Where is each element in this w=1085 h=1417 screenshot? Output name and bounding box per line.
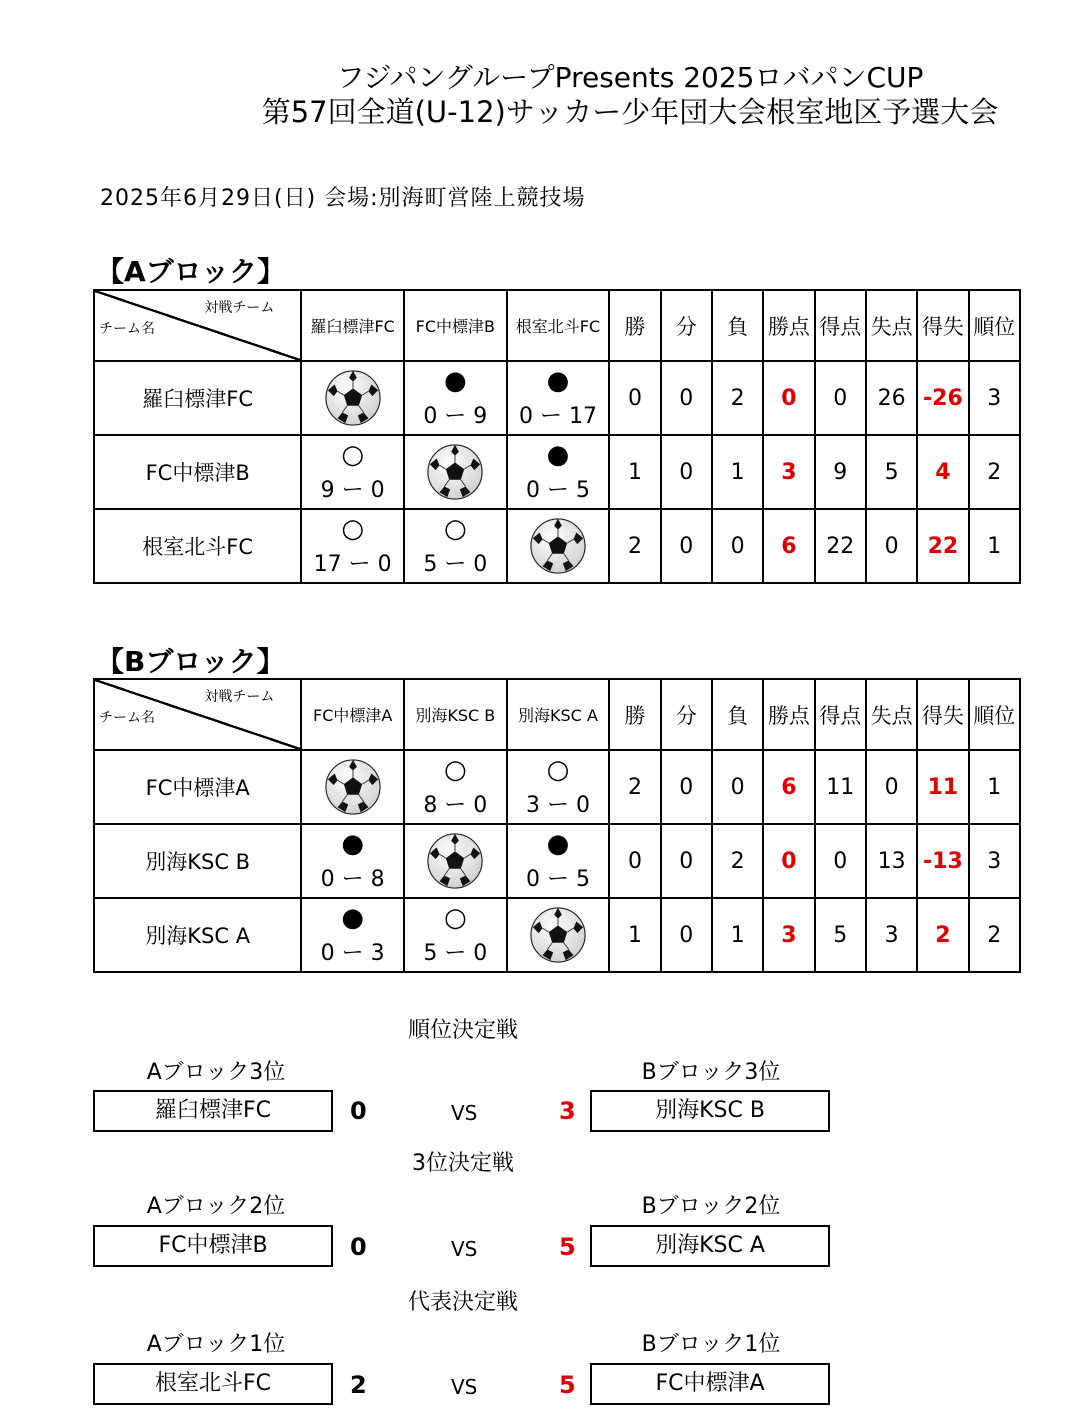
stat-column-header: 順位 (969, 679, 1020, 750)
stat-cell: 5 (815, 898, 866, 972)
right-team-box: 別海KSC A (590, 1225, 830, 1267)
table-row (94, 824, 1020, 898)
loss-mark-icon: ● (546, 440, 570, 470)
right-seed: Bブロック1位 (641, 1332, 781, 1357)
self-match-cell (507, 509, 610, 583)
match-title: 代表決定戦 (407, 1290, 518, 1315)
table-header-row (94, 679, 1020, 750)
stat-cell: 0 (712, 750, 763, 824)
stat-column-header: 勝点 (763, 290, 814, 361)
stat-cell: 0 (661, 361, 712, 435)
match-score: 0 ー 8 (320, 867, 385, 892)
opponent-column-header: 別海KSC B (404, 679, 507, 750)
stat-cell: 6 (763, 509, 814, 583)
match-score: 0 ー 17 (518, 404, 597, 429)
loss-mark-icon: ● (443, 366, 467, 396)
stat-column-header: 得点 (815, 290, 866, 361)
match-score: 5 ー 0 (423, 941, 488, 966)
date-venue: 2025年6月29日(日) 会場:別海町営陸上競技場 (100, 186, 586, 211)
match-score: 0 ー 3 (320, 941, 385, 966)
team-name-cell: 別海KSC B (94, 824, 301, 898)
match-score: 3 ー 0 (525, 793, 590, 818)
stat-cell: 11 (917, 750, 968, 824)
stat-column-header: 勝点 (763, 679, 814, 750)
stat-cell: 2 (917, 898, 968, 972)
team-name-label: チーム名 (99, 710, 155, 726)
soccer-ball-icon (324, 369, 382, 427)
stat-cell: 22 (815, 509, 866, 583)
match-result-cell (301, 824, 404, 898)
left-score: 2 (350, 1371, 367, 1399)
title-line-2: 第57回全道(U-12)サッカー少年団大会根室地区予選大会 (261, 95, 999, 129)
match-score: 0 ー 5 (525, 478, 590, 503)
stat-column-header: 失点 (866, 290, 917, 361)
team-name-label: チーム名 (99, 321, 155, 337)
stat-cell: 2 (712, 361, 763, 435)
win-mark-icon: ○ (546, 755, 570, 785)
stat-cell: 26 (866, 361, 917, 435)
match-score: 9 ー 0 (320, 478, 385, 503)
stat-cell: 4 (917, 435, 968, 509)
left-team-box: FC中標津B (93, 1225, 333, 1267)
table-row (94, 898, 1020, 972)
stat-cell: 1 (969, 509, 1020, 583)
match-result-cell (507, 824, 610, 898)
win-mark-icon: ○ (341, 514, 364, 544)
right-score: 3 (559, 1097, 576, 1125)
right-score: 5 (559, 1233, 576, 1261)
stat-cell: 1 (609, 435, 660, 509)
stat-cell: 0 (609, 361, 660, 435)
loss-mark-icon: ● (341, 903, 364, 933)
stat-cell: 0 (661, 824, 712, 898)
stat-cell: 0 (763, 824, 814, 898)
self-match-cell (507, 898, 610, 972)
stat-column-header: 勝 (609, 290, 660, 361)
stat-cell: 2 (609, 750, 660, 824)
corner-header (94, 290, 301, 361)
stat-cell: 1 (609, 898, 660, 972)
match-result-cell (404, 509, 507, 583)
self-match-cell (404, 824, 507, 898)
soccer-ball-icon (529, 906, 587, 964)
stat-column-header: 負 (712, 290, 763, 361)
opponent-column-header: 別海KSC A (507, 679, 610, 750)
opponent-column-header: FC中標津B (404, 290, 507, 361)
match-score: 0 ー 5 (525, 867, 590, 892)
stat-column-header: 分 (661, 679, 712, 750)
block-b-title: 【Bブロック】 (96, 645, 285, 678)
stat-cell: 0 (661, 898, 712, 972)
stat-column-header: 得点 (815, 679, 866, 750)
stat-cell: 3 (763, 435, 814, 509)
win-mark-icon: ○ (443, 514, 467, 544)
corner-header (94, 679, 301, 750)
right-seed: Bブロック2位 (641, 1194, 781, 1219)
right-seed: Bブロック3位 (641, 1060, 781, 1085)
loss-mark-icon: ● (341, 829, 364, 859)
stat-cell: 0 (609, 824, 660, 898)
stat-cell: 2 (609, 509, 660, 583)
stat-cell: 3 (969, 361, 1020, 435)
stat-column-header: 勝 (609, 679, 660, 750)
table-row (94, 509, 1020, 583)
match-result-cell (507, 435, 610, 509)
match-score: 8 ー 0 (423, 793, 488, 818)
opponent-column-header: 羅臼標津FC (301, 290, 404, 361)
match-result-cell (404, 898, 507, 972)
soccer-ball-icon (529, 517, 587, 575)
stat-cell: 0 (815, 824, 866, 898)
team-name-cell: 羅臼標津FC (94, 361, 301, 435)
win-mark-icon: ○ (443, 903, 467, 933)
win-mark-icon: ○ (443, 755, 467, 785)
left-seed: Aブロック2位 (146, 1194, 286, 1219)
stat-cell: 2 (969, 435, 1020, 509)
stat-cell: 1 (712, 435, 763, 509)
stat-cell: 0 (815, 361, 866, 435)
stat-column-header: 順位 (969, 290, 1020, 361)
stat-cell: 22 (917, 509, 968, 583)
stat-cell: 0 (661, 435, 712, 509)
stat-cell: 0 (712, 509, 763, 583)
table-row (94, 361, 1020, 435)
table-row (94, 435, 1020, 509)
vs-label: VS (451, 1101, 478, 1125)
block-b-table (93, 678, 1021, 973)
team-name-cell: 別海KSC A (94, 898, 301, 972)
stat-column-header: 得失 (917, 290, 968, 361)
left-team-box: 根室北斗FC (93, 1363, 333, 1405)
stat-column-header: 得失 (917, 679, 968, 750)
match-result-cell (507, 361, 610, 435)
left-team-box: 羅臼標津FC (93, 1090, 333, 1132)
stat-cell: 3 (969, 824, 1020, 898)
match-title: 順位決定戦 (407, 1018, 518, 1043)
stat-cell: 2 (969, 898, 1020, 972)
stat-cell: 13 (866, 824, 917, 898)
stat-cell: 1 (712, 898, 763, 972)
match-result-cell (301, 435, 404, 509)
self-match-cell (301, 361, 404, 435)
win-mark-icon: ○ (341, 440, 364, 470)
stat-cell: 2 (712, 824, 763, 898)
stat-cell: 0 (866, 509, 917, 583)
loss-mark-icon: ● (546, 366, 570, 396)
stat-cell: 3 (763, 898, 814, 972)
stat-cell: 9 (815, 435, 866, 509)
right-score: 5 (559, 1371, 576, 1399)
left-seed: Aブロック1位 (146, 1332, 286, 1357)
opponent-column-header: FC中標津A (301, 679, 404, 750)
right-team-box: FC中標津A (590, 1363, 830, 1405)
self-match-cell (404, 435, 507, 509)
match-title: 3位決定戦 (412, 1151, 514, 1176)
title-line-1: フジパングループPresents 2025ロバパンCUP (336, 61, 924, 94)
team-name-cell: FC中標津A (94, 750, 301, 824)
stat-cell: 0 (763, 361, 814, 435)
table-row (94, 750, 1020, 824)
table-header-row (94, 290, 1020, 361)
left-score: 0 (350, 1233, 367, 1261)
opponent-column-header: 根室北斗FC (507, 290, 610, 361)
opponent-label: 対戦チーム (204, 300, 275, 316)
match-result-cell (404, 361, 507, 435)
soccer-ball-icon (426, 832, 484, 890)
stat-cell: 0 (661, 750, 712, 824)
match-score: 5 ー 0 (423, 552, 488, 577)
stat-cell: 3 (866, 898, 917, 972)
stat-column-header: 分 (661, 290, 712, 361)
soccer-ball-icon (324, 758, 382, 816)
stat-cell: 1 (969, 750, 1020, 824)
stat-cell: 11 (815, 750, 866, 824)
stat-cell: 0 (661, 509, 712, 583)
stat-cell: -13 (917, 824, 968, 898)
right-team-box: 別海KSC B (590, 1090, 830, 1132)
vs-label: VS (451, 1375, 478, 1399)
team-name-cell: FC中標津B (94, 435, 301, 509)
left-seed: Aブロック3位 (146, 1060, 286, 1085)
soccer-ball-icon (426, 443, 484, 501)
left-score: 0 (350, 1097, 367, 1125)
match-score: 0 ー 9 (423, 404, 488, 429)
stat-cell: -26 (917, 361, 968, 435)
stat-cell: 5 (866, 435, 917, 509)
match-score: 17 ー 0 (313, 552, 392, 577)
match-result-cell (301, 509, 404, 583)
stat-cell: 0 (866, 750, 917, 824)
match-result-cell (507, 750, 610, 824)
block-a-table (93, 289, 1021, 584)
self-match-cell (301, 750, 404, 824)
vs-label: VS (451, 1237, 478, 1261)
block-a-title: 【Aブロック】 (96, 255, 286, 288)
stat-column-header: 失点 (866, 679, 917, 750)
team-name-cell: 根室北斗FC (94, 509, 301, 583)
match-result-cell (301, 898, 404, 972)
match-result-cell (404, 750, 507, 824)
loss-mark-icon: ● (546, 829, 570, 859)
stat-cell: 6 (763, 750, 814, 824)
opponent-label: 対戦チーム (204, 689, 275, 705)
stat-column-header: 負 (712, 679, 763, 750)
